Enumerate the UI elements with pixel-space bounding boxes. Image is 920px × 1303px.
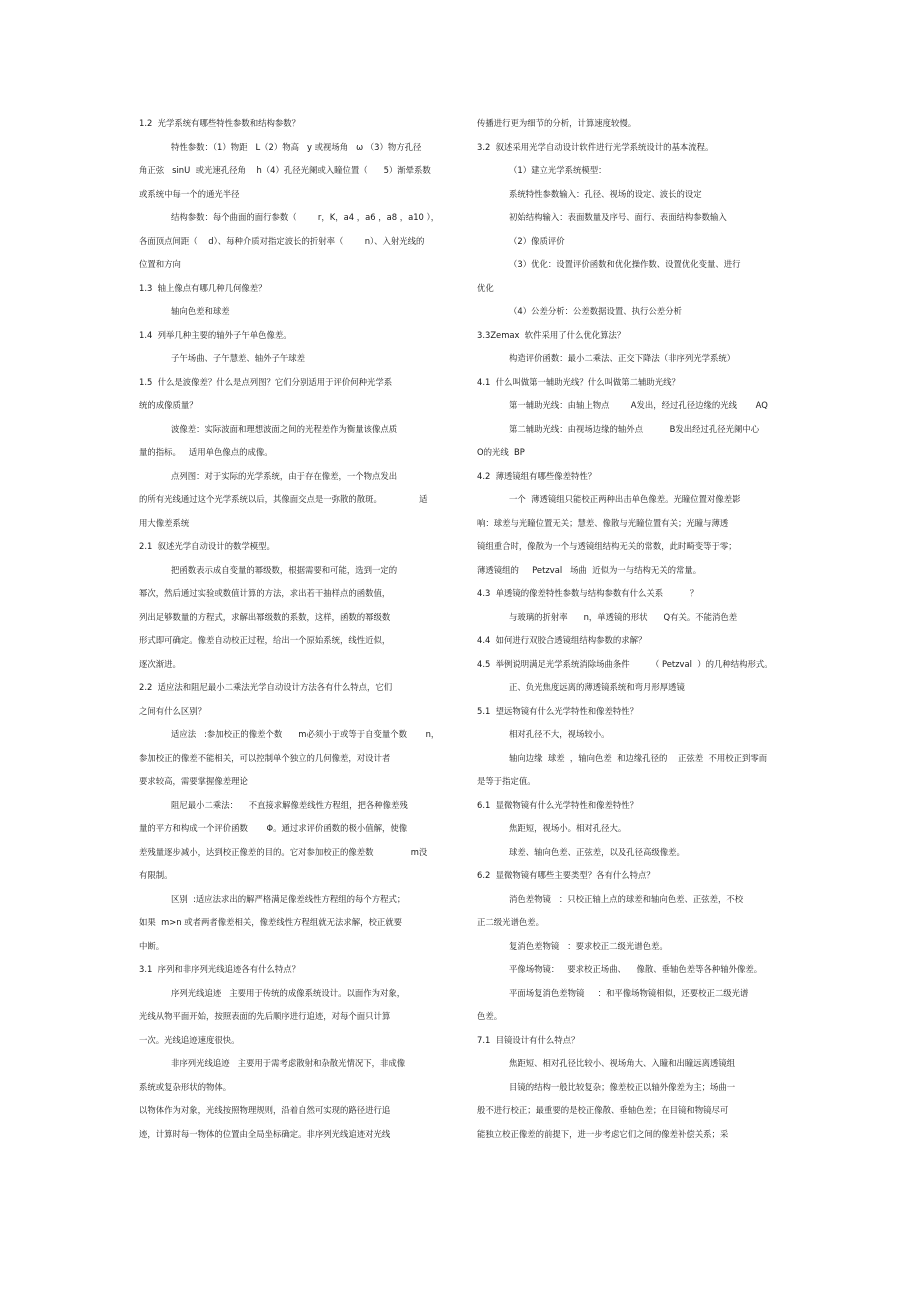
text-line: 1.5 什么是波像差？什么是点列图？它们分别适用于评价何种光学系 xyxy=(139,376,393,387)
text-line: 波像差：实际波面和理想波面之间的光程差作为衡量该像点质 xyxy=(171,423,398,434)
text-line: 幂次，然后通过实验或数值计算的方法，求出若干抽样点的函数值， xyxy=(139,588,391,598)
text-line: 把函数表示成自变量的幂级数，根据需要和可能，选到一定的 xyxy=(171,564,398,575)
text-line: 正二级光谱色差。 xyxy=(477,917,544,927)
text-line: 阻尼最小二乘法： 不直接求解像差线性方程组，把各种像差残 xyxy=(171,799,408,810)
text-line: 统的成像质量？ xyxy=(139,400,198,410)
text-line: 构造评价函数：最小二乘法、正交下降法（非序列光学系统） xyxy=(509,353,736,363)
text-line: 有限制。 xyxy=(139,870,173,880)
text-line: 位置和方向 xyxy=(139,259,181,269)
text-line: 一次。光线追迹速度很快。 xyxy=(139,1034,240,1045)
text-line: 一个 薄透镜组只能校正两种出击单色像差。光瞳位置对像差影 xyxy=(509,494,741,504)
text-line: 参加校正的像差不能相关，可以控制单个独立的几何像差，对设计者 xyxy=(139,752,391,763)
text-line: 5.1 望远物镜有什么光学特性和像差特性？ xyxy=(477,705,639,716)
text-line: （3）优化：设置评价函数和优化操作数、设置优化变量、进行 xyxy=(509,259,741,269)
text-line: 区别 :适应法求出的解严格满足像差线性方程组的每个方程式； xyxy=(171,893,406,904)
text-line: 1.3 轴上像点有哪几种几何像差？ xyxy=(139,282,267,293)
text-line: 中断。 xyxy=(139,940,165,951)
text-line: 结构参数：每个曲面的面行参数（ r，K，a4 ，a6 ，a8 ，a10 ）， xyxy=(171,212,440,222)
text-line: 差残量逐步减小，达到校正像差的目的。它对参加校正的像差数 m没 xyxy=(139,846,428,857)
text-line: 列出足够数量的方程式，求解出幂级数的系数，这样，函数的幂级数 xyxy=(139,611,391,622)
text-line: 4.3 单透镜的像差特性参数与结构参数有什么关系 ？ xyxy=(477,588,699,598)
text-line: 1.4 列举几种主要的轴外子午单色像差。 xyxy=(139,329,292,340)
text-line: 目镜的结构一般比较复杂；像差校正以轴外像差为主；场曲一 xyxy=(509,1081,736,1092)
text-line: 以物体作为对象，光线按照物理规则，沿着自然可实现的路径进行追 xyxy=(139,1105,391,1115)
text-line: 球差、轴向色差、正弦差，以及孔径高级像差。 xyxy=(509,846,685,857)
text-line: 6.2 显微物镜有哪些主要类型？各有什么特点？ xyxy=(477,870,655,880)
text-line: 初始结构输入：表面数量及序号、面行、表面结构参数输入 xyxy=(509,212,727,222)
text-line: 点列图：对于实际的光学系统，由于存在像差，一个物点发出 xyxy=(171,470,398,481)
text-line: 之间有什么区别？ xyxy=(139,705,206,716)
text-line: 4.1 什么叫做第一辅助光线？什么叫做第二辅助光线？ xyxy=(477,376,680,387)
text-line: 角正弦 sinU 或光速孔径角 h（4）孔径光阑或入瞳位置（ 5）渐晕系数 xyxy=(139,165,431,175)
text-line: 优化 xyxy=(477,282,494,293)
text-line: 量的平方和构成一个评价函数 Φ。通过求评价函数的极小值解，使像 xyxy=(139,823,408,833)
text-line: 响：球差与光瞳位置无关；慧差、像散与光瞳位置有关；光瞳与薄透 xyxy=(477,517,729,528)
text-line: 用大像差系统 xyxy=(139,517,190,528)
text-line: 薄透镜组的 Petzval 场曲 近似为一与结构无关的常量。 xyxy=(477,564,702,575)
text-line: 镜组重合时，像散为一个与透镜组结构无关的常数，此时畸变等于零； xyxy=(477,541,737,551)
text-line: 如果 m>n 或者两者像差相关，像差线性方程组就无法求解，校正就要 xyxy=(139,917,402,927)
text-line: （2）像质评价 xyxy=(509,235,565,246)
text-line: 各面顶点间距（ d）、每种介质对指定波长的折射率（ n）、入射光线的 xyxy=(139,235,425,246)
text-line: 光线从物平面开始，按照表面的先后顺序进行追迹，对每个面只计算 xyxy=(139,1011,391,1021)
text-line: 7.1 目镜设计有什么特点？ xyxy=(477,1034,580,1045)
text-line: 2.1 叙述光学自动设计的数学模型。 xyxy=(139,541,275,551)
text-line: 1.2 光学系统有哪些特性参数和结构参数？ xyxy=(139,118,301,128)
text-line: （4）公差分析：公差数据设置、执行公差分析 xyxy=(509,306,682,316)
text-line: 焦距短，视场小。相对孔径大。 xyxy=(509,823,627,833)
text-line: 第二辅助光线：由视场边缘的轴外点 B发出经过孔径光阑中心 xyxy=(509,423,760,434)
text-line: 焦距短、相对孔径比较小、视场角大、入瞳和出瞳远离透镜组 xyxy=(509,1058,736,1068)
text-line: 系统或复杂形状的物体。 xyxy=(139,1081,232,1092)
text-line: 消色差物镜 ：只校正轴上点的球差和轴向色差、正弦差，不校 xyxy=(509,893,744,904)
text-line: 的所有光线通过这个光学系统以后，其像面交点是一弥散的散斑。 适 xyxy=(139,494,428,504)
text-line: 正、负光焦度远离的薄透镜系统和弯月形厚透镜 xyxy=(509,682,685,692)
text-line: 轴向边缘 球差 ，轴向色差 和边缘孔径的 正弦差 不用校正到零而 xyxy=(509,752,768,763)
text-line: 2.2 适应法和阻尼最小二乘法光学自动设计方法各有什么特点，它们 xyxy=(139,682,393,692)
text-line: 量的指标。 适用单色像点的成像。 xyxy=(139,447,273,457)
text-line: 4.4 如何进行双胶合透镜组结构参数的求解？ xyxy=(477,635,647,645)
text-line: 子午场曲、子午慧差、轴外子午球差 xyxy=(171,353,305,363)
text-line: 形式即可确定。像差自动校正过程，给出一个原始系统，线性近似， xyxy=(139,635,391,645)
text-line: 3.3Zemax 软件采用了什么优化算法？ xyxy=(477,329,626,340)
text-line: 6.1 显微物镜有什么光学特性和像差特性？ xyxy=(477,799,639,810)
right-column xyxy=(477,112,782,1146)
text-line: 适应法 :参加校正的像差个数 m必须小于或等于自变量个数 n， xyxy=(171,729,440,739)
text-line: （1）建立光学系统模型： xyxy=(509,165,607,175)
text-line: 序列光线追迹 主要用于传统的成像系统设计。以面作为对象， xyxy=(171,987,406,998)
text-line: 迹，计算时每一物体的位置由全局坐标确定。非序列光线追迹对光线 xyxy=(139,1128,391,1139)
text-line: 或系统中每一个的通光半径 xyxy=(139,188,240,199)
text-line: 平像场物镜： 要求校正场曲、 像散、垂轴色差等各种轴外像差。 xyxy=(509,964,763,974)
text-line: 轴向色差和球差 xyxy=(171,306,230,316)
text-line: 第一辅助光线：由轴上物点 A发出，经过孔径边缘的光线 AQ xyxy=(509,400,768,410)
text-line: 般不进行校正；最重要的是校正像散、垂轴色差；在目镜和物镜尽可 xyxy=(477,1105,729,1115)
text-line: 相对孔径不大，视场较小。 xyxy=(509,729,610,739)
text-line: 是等于指定值。 xyxy=(477,776,536,786)
text-line: 与玻璃的折射率 n，单透镜的形状 Q有关。不能消色差 xyxy=(509,611,738,622)
text-line: 复消色差物镜 ：要求校正二级光谱色差。 xyxy=(509,940,668,951)
text-line: 4.5 举例说明满足光学系统消除场曲条件 （ Petzval ）的几种结构形式。 xyxy=(477,658,773,669)
text-line: 逐次渐进。 xyxy=(139,658,181,669)
left-column xyxy=(139,112,439,1146)
text-line: 非序列光线追迹 主要用于需考虑散射和杂散光情况下，非成像 xyxy=(171,1058,406,1068)
text-line: 4.2 薄透镜组有哪些像差特性？ xyxy=(477,470,597,481)
text-line: 传播进行更为细节的分析，计算速度较慢。 xyxy=(477,118,637,128)
text-line: 能独立校正像差的前提下，进一步考虑它们之间的像差补偿关系；采 xyxy=(477,1128,729,1139)
text-line: 3.1 序列和非序列光线追迹各有什么特点？ xyxy=(139,964,301,974)
text-line: 3.2 叙述采用光学自动设计软件进行光学系统设计的基本流程。 xyxy=(477,141,714,152)
text-line: 特性参数：（1）物距 L（2）物高 y 或视场角 ω （3）物方孔径 xyxy=(171,141,422,152)
text-line: 系统特性参数输入：孔径、视场的设定、波长的设定 xyxy=(509,188,702,199)
text-line: O的光线 BP xyxy=(477,447,525,457)
text-line: 要求较高，需要掌握像差理论 xyxy=(139,776,248,786)
text-line: 色差。 xyxy=(477,1011,503,1021)
text-line: 平面场复消色差物镜 ：和平像场物镜相似，还要校正二级光谱 xyxy=(509,987,749,998)
